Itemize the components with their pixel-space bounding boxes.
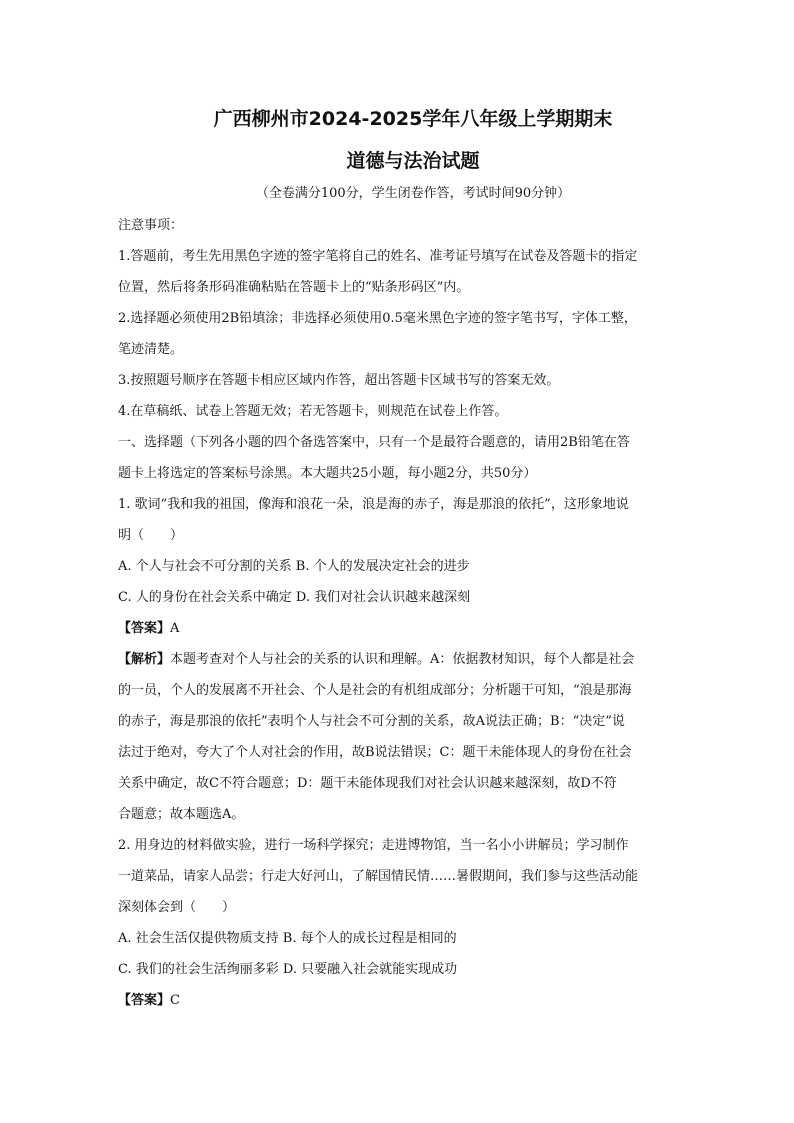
q2-options: A. 社会生活仅提供物质支持 B. 每个人的成长过程是相同的: [118, 931, 457, 946]
answer-value: A: [170, 621, 180, 636]
q1-stem: 明（ ）: [118, 528, 184, 543]
notice-item: 4.在草稿纸、试卷上答题无效；若无答题卡，则规范在试卷上作答。: [118, 404, 508, 419]
q1-analysis: 的赤子，海是那浪的依托”表明个人与社会不可分割的关系，故A说法正确；B：“决定”说: [118, 714, 625, 729]
q1-stem: 1. 歌词“我和我的祖国，像海和浪花一朵，浪是海的赤子，海是那浪的依托”，这形象地说: [118, 497, 629, 512]
q1-analysis: 合题意；故本题选A。: [118, 807, 245, 822]
notice-item: 笔迹清楚。: [118, 342, 184, 357]
notice-item: 位置，然后将条形码准确粘贴在答题卡上的“贴条形码区”内。: [118, 280, 470, 295]
q1-analysis: 关系中确定，故C不符合题意；D：题干未能体现我们对社会认识越来越深刻，故D不符: [118, 776, 617, 791]
q2-stem: 深刻体会到（ ）: [118, 900, 236, 915]
answer-label: 【答案】: [118, 993, 171, 1008]
exam-title-line1: 广西柳州市2024-2025学年八年级上学期期末: [213, 108, 613, 130]
notice-item: 2.选择题必须使用2B铅填涂；非选择必须使用0.5毫米黑色字迹的签字笔书写，字体工整，: [118, 311, 637, 326]
notice-item: 3.按照题号顺序在答题卡相应区域内作答，超出答题卡区域书写的答案无效。: [118, 373, 560, 388]
exam-body: [118, 210, 708, 1016]
section1-instruction: 一、选择题（下列各小题的四个备选答案中，只有一个是最符合题意的，请用2B铅笔在答: [118, 435, 630, 450]
analysis-text: 本题考查对个人与社会的关系的认识和理解。A：依据教材知识，每个人都是社会: [170, 652, 635, 667]
q1-analysis: 的一员，个人的发展离不开社会、个人是社会的有机组成部分；分析题干可知，“浪是那海: [118, 683, 632, 698]
exam-subtitle: （全卷满分100分，学生闭卷作答，考试时间90分钟）: [255, 186, 571, 201]
q1-answer: [118, 613, 708, 644]
notice-item: 1.答题前，考生先用黑色字迹的签字笔将自己的姓名、准考证号填写在试卷及答题卡的指定: [118, 249, 638, 264]
q1-analysis: [118, 644, 708, 675]
q1-options: C. 人的身份在社会关系中确定 D. 我们对社会认识越来越深刻: [118, 590, 471, 605]
q2-stem: 2. 用身边的材料做实验，进行一场科学探究；走进博物馆，当一名小小讲解员；学习制作: [118, 838, 629, 853]
q2-stem: 一道菜品，请家人品尝；行走大好河山，了解国情民情……暑假期间，我们参与这些活动能: [118, 869, 639, 884]
exam-title-line2: 道德与法治试题: [346, 150, 480, 172]
answer-label: 【答案】: [118, 621, 171, 636]
q1-analysis: 法过于绝对，夸大了个人对社会的作用，故B说法错误；C：题干未能体现人的身份在社会: [118, 745, 632, 760]
q2-answer: [118, 985, 708, 1016]
analysis-label: 【解析】: [118, 652, 171, 667]
q2-options: C. 我们的社会生活绚丽多彩 D. 只要融入社会就能实现成功: [118, 962, 458, 977]
notice-heading: 注意事项：: [118, 218, 184, 233]
section1-instruction: 题卡上将选定的答案标号涂黑。本大题共25小题，每小题2分，共50分）: [118, 466, 537, 481]
q1-options: A. 个人与社会不可分割的关系 B. 个人的发展决定社会的进步: [118, 559, 470, 574]
answer-value: C: [170, 993, 180, 1008]
